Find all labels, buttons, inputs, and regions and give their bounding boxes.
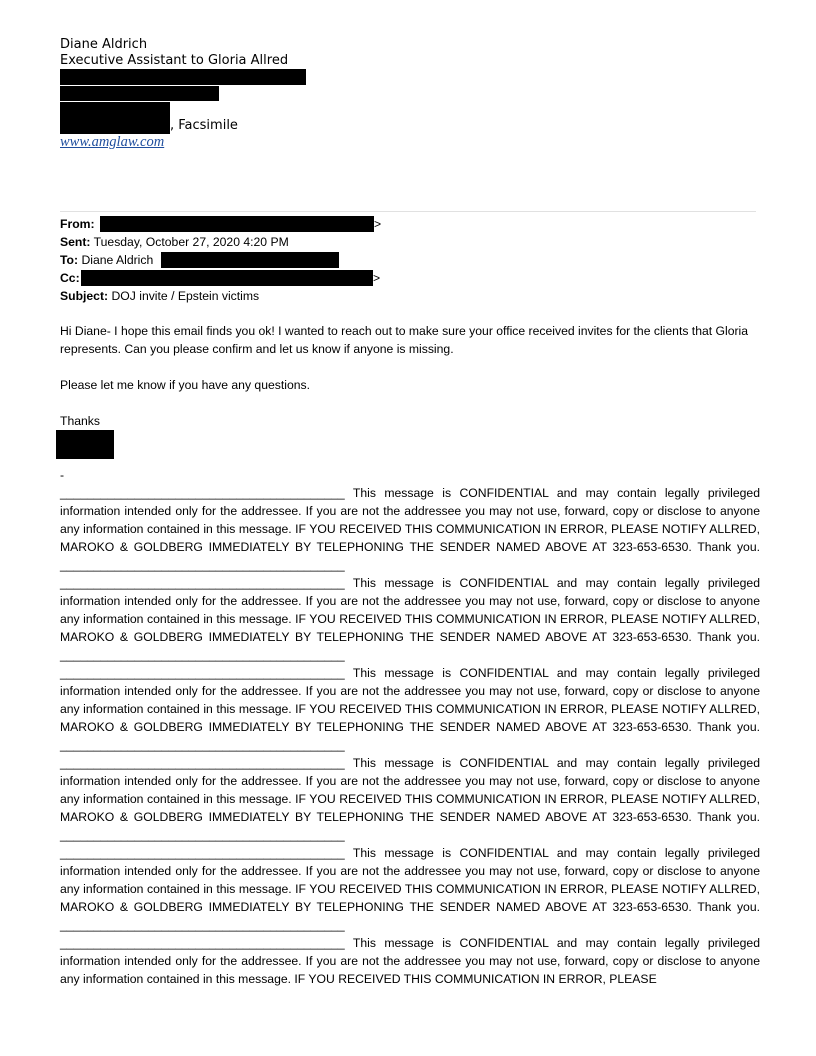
- sent-value: Tuesday, October 27, 2020 4:20 PM: [93, 235, 289, 249]
- signature-name: Diane Aldrich: [60, 37, 148, 52]
- redaction-box: [60, 69, 306, 85]
- disclaimer-paragraph: __________________________________________ This message is CONFIDENTIAL and may contain legally privileged information intended only for the addressee. If you are not the addressee you may not use, forward, copy or disclose to anyone any information contained in this message. IF YOU RECEIVED THIS COMMUNICATION IN ERROR, PLEASE NOTIFY ALLRED, MAROKO & GOLDBERG IMMEDIATELY BY TELEPHONING THE SENDER NAMED ABOVE AT 323-653-6530. Thank you. __________________________________________: [60, 576, 760, 662]
- email-body-paragraph: Hi Diane- I hope this email finds you ok! I wanted to reach out to make sure your office received invites for the clients that Gloria represents. Can you please confirm and let us know if anyone is missing.: [60, 324, 749, 356]
- disclaimer-paragraph: __________________________________________ This message is CONFIDENTIAL and may contain legally privileged information intended only for the addressee. If you are not the addressee you may not use, forward, copy or disclose to anyone any information contained in this message. IF YOU RECEIVED THIS COMMUNICATION IN ERROR, PLEASE NOTIFY ALLRED, MAROKO & GOLDBERG IMMEDIATELY BY TELEPHONING THE SENDER NAMED ABOVE AT 323-653-6530. Thank you. __________________________________________: [60, 756, 760, 842]
- redaction-box: [81, 270, 373, 286]
- email-closing: Thanks: [60, 414, 100, 428]
- redaction-box: [100, 216, 374, 232]
- subject-label: Subject:: [60, 289, 109, 303]
- to-row: [60, 252, 153, 268]
- email-body-paragraph: Please let me know if you have any questions.: [60, 378, 310, 392]
- disclaimer-paragraph: __________________________________________ This message is CONFIDENTIAL and may contain legally privileged information intended only for the addressee. If you are not the addressee you may not use, forward, copy or disclose to anyone any information contained in this message. IF YOU RECEIVED THIS COMMUNICATION IN ERROR, PLEASE NOTIFY ALLRED, MAROKO & GOLDBERG IMMEDIATELY BY TELEPHONING THE SENDER NAMED ABOVE AT 323-653-6530. Thank you. __________________________________________: [60, 666, 760, 752]
- from-row: [60, 216, 95, 232]
- disclaimer-section: [60, 484, 760, 988]
- to-value: Diane Aldrich: [81, 253, 154, 267]
- redaction-box: [60, 102, 170, 134]
- redaction-box: [161, 252, 339, 268]
- signature-facsimile: , Facsimile: [170, 118, 238, 133]
- signature-title: Executive Assistant to Gloria Allred: [60, 53, 289, 68]
- to-label: To:: [60, 253, 79, 267]
- sent-row: [60, 234, 289, 250]
- subject-row: [60, 288, 259, 304]
- website-link[interactable]: www.amglaw.com: [60, 134, 165, 150]
- disclaimer-paragraph: __________________________________________ This message is CONFIDENTIAL and may contain legally privileged information intended only for the addressee. If you are not the addressee you may not use, forward, copy or disclose to anyone any information contained in this message. IF YOU RECEIVED THIS COMMUNICATION IN ERROR, PLEASE NOTIFY ALLRED, MAROKO & GOLDBERG IMMEDIATELY BY TELEPHONING THE SENDER NAMED ABOVE AT 323-653-6530. Thank you. __________________________________________: [60, 846, 760, 932]
- cc-suffix: >: [373, 271, 381, 285]
- cc-label: Cc:: [60, 271, 80, 285]
- disclaimer-paragraph: __________________________________________ This message is CONFIDENTIAL and may contain legally privileged information intended only for the addressee. If you are not the addressee you may not use, forward, copy or disclose to anyone any information contained in this message. IF YOU RECEIVED THIS COMMUNICATION IN ERROR, PLEASE NOTIFY ALLRED, MAROKO & GOLDBERG IMMEDIATELY BY TELEPHONING THE SENDER NAMED ABOVE AT 323-653-6530. Thank you. __________________________________________: [60, 486, 760, 572]
- from-label: From:: [60, 217, 95, 231]
- disclaimer-paragraph: __________________________________________ This message is CONFIDENTIAL and may contain legally privileged information intended only for the addressee. If you are not the addressee you may not use, forward, copy or disclose to anyone any information contained in this message. IF YOU RECEIVED THIS COMMUNICATION IN ERROR, PLEASE: [60, 936, 760, 986]
- redaction-box: [60, 86, 219, 101]
- cc-row: [60, 270, 80, 286]
- header-divider: [60, 211, 756, 212]
- separator-dash: -: [60, 468, 65, 482]
- redaction-box: [56, 430, 114, 459]
- sent-label: Sent:: [60, 235, 91, 249]
- from-suffix: >: [374, 217, 382, 231]
- subject-value: DOJ invite / Epstein victims: [111, 289, 260, 303]
